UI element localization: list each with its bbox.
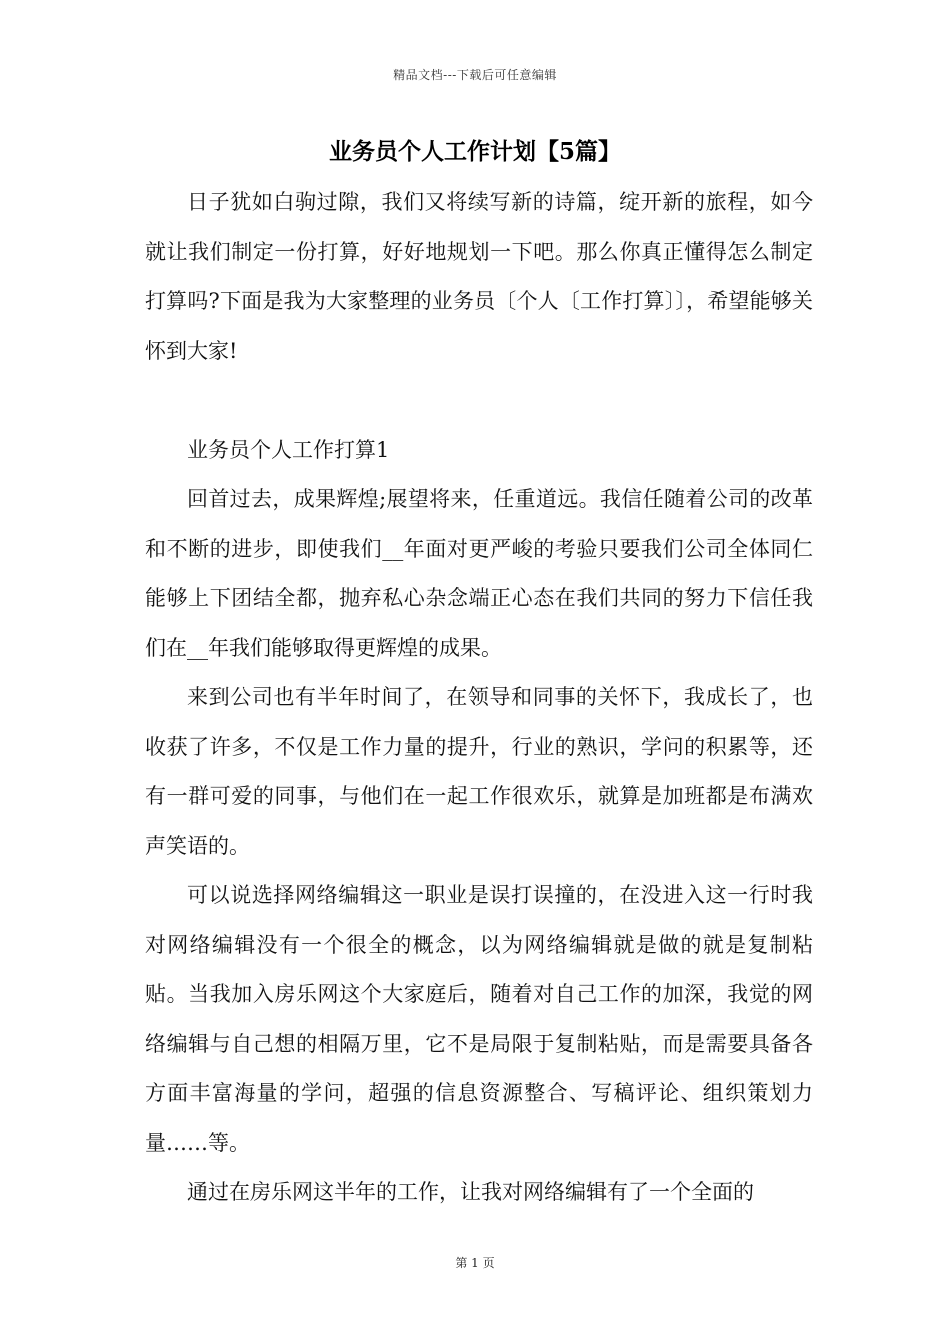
body-paragraph: 回首过去，成果辉煌;展望将来，任重道远。我信任随着公司的改革和不断的进步，即使我们__年面对更严峻的考验只要我们公司全体同仁能够上下团结全都，抛弃私心杂念端正心态在我们共同的努力下信任我们在__年我们能够取得更辉煌的成果。: [145, 487, 813, 660]
document-body: [145, 178, 813, 1218]
body-paragraph: 来到公司也有半年时间了，在领导和同事的关怀下，我成长了，也收获了许多，不仅是工作力量的提升，行业的熟识，学问的积累等，还有一群可爱的同事，与他们在一起工作很欢乐，就算是加班都是布满欢声笑语的。: [145, 685, 813, 858]
page-number: 第 1 页: [455, 1256, 495, 1270]
document-title: 业务员个人工作计划【5篇】: [328, 138, 621, 165]
body-paragraph: 可以说选择网络编辑这一职业是误打误撞的，在没进入这一行时我对网络编辑没有一个很全的概念，以为网络编辑就是做的就是复制粘贴。当我加入房乐网这个大家庭后，随着对自己工作的加深，我觉的网络编辑与自己想的相隔万里，它不是局限于复制粘贴，而是需要具备各方面丰富海量的学问，超强的信息资源整合、写稿评论、组织策划力量……等。: [145, 883, 813, 1155]
section-heading: 业务员个人工作打算1: [187, 437, 390, 462]
page-header: 精品文档---下载后可任意编辑: [393, 68, 557, 82]
body-paragraph: 通过在房乐网这半年的工作，让我对网络编辑有了一个全面的: [187, 1180, 754, 1204]
intro-paragraph: 日子犹如白驹过隙，我们又将续写新的诗篇，绽开新的旅程，如今就让我们制定一份打算，好好地规划一下吧。那么你真正懂得怎么制定打算吗?下面是我为大家整理的业务员〔个人〔工作打算〕〕，希望能够关怀到大家!: [145, 190, 813, 363]
